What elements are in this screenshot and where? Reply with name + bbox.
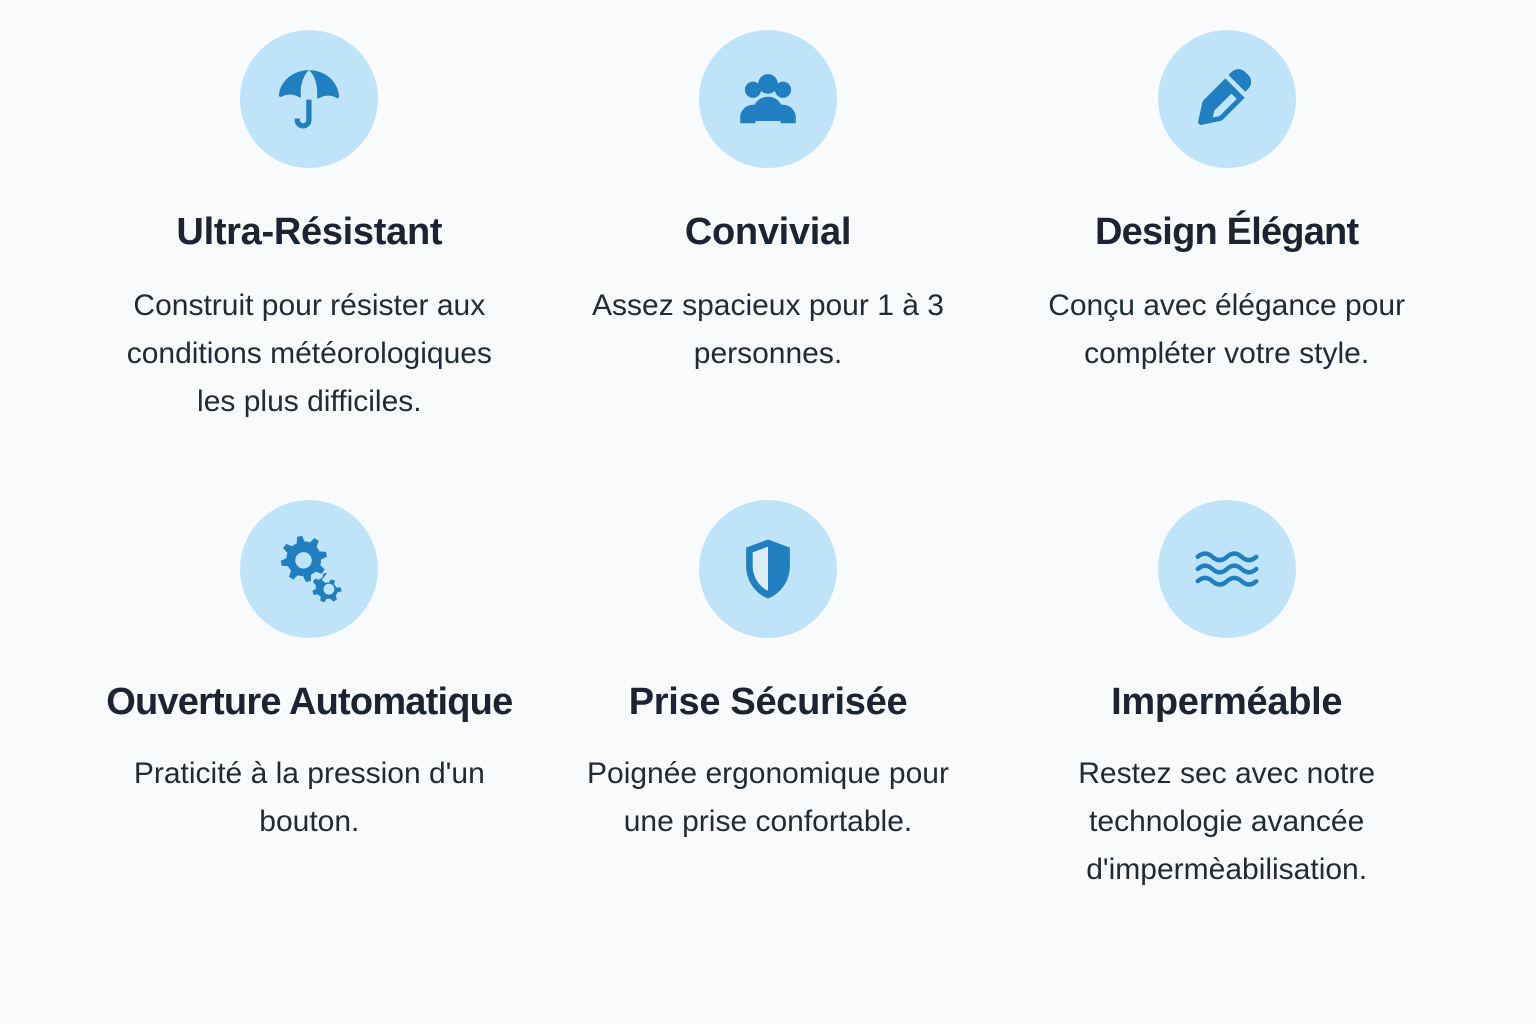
waves-icon <box>1158 500 1296 638</box>
feature-card-impermeable <box>997 500 1456 970</box>
feature-description: Conçu avec élégance pour compléter votre style. <box>1048 288 1406 370</box>
feature-title: Ouverture Automatique <box>106 681 513 723</box>
feature-description: Restez sec avec notre technologie avancée d'impermèabilisation. <box>1078 756 1376 886</box>
feature-card-design-elegant <box>997 30 1456 500</box>
gears-icon <box>240 500 378 638</box>
feature-card-ouverture-automatique <box>80 500 539 970</box>
feature-description: Construit pour résister aux conditions météorologiques les plus difficiles. <box>126 288 492 418</box>
feature-title: Design Élégant <box>1095 211 1359 253</box>
shield-icon <box>699 500 837 638</box>
fountain-pen-nib-icon <box>1158 30 1296 168</box>
umbrella-icon <box>240 30 378 168</box>
feature-title: Prise Sécurisée <box>628 681 908 723</box>
feature-card-ultra-resistant <box>80 30 539 500</box>
feature-title: Imperméable <box>1111 681 1343 723</box>
feature-description: Praticité à la pression d'un bouton. <box>133 756 485 838</box>
feature-title: Ultra-Résistant <box>176 211 443 253</box>
people-group-icon <box>699 30 837 168</box>
feature-card-convivial <box>539 30 998 500</box>
feature-card-prise-securisee <box>539 500 998 970</box>
feature-description: Poignée ergonomique pour une prise confortable. <box>587 756 949 838</box>
feature-description: Assez spacieux pour 1 à 3 personnes. <box>592 288 944 370</box>
feature-title: Convivial <box>684 211 852 253</box>
